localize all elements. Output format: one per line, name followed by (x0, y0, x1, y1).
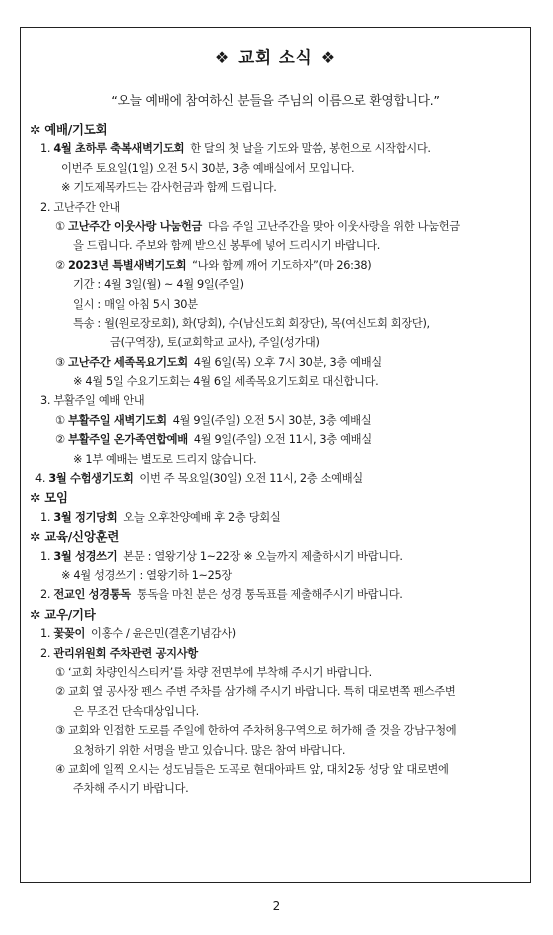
list-item: 2. 고난주간 안내 (40, 200, 120, 214)
sub-item: ② 부활주일 온가족연합예배 4월 9일(주일) 오전 11시, 3층 예배실 (55, 433, 372, 447)
sub-item: ③ 고난주간 세족목요기도회 4월 6일(목) 오후 7시 30분, 3층 예배실 (55, 355, 382, 369)
list-item: 4. 3월 수험생기도회 이번 주 목요일(30일) 오전 11시, 2층 소예배실 (35, 472, 363, 486)
sub-item: ③ 교회와 인접한 도로를 주일에 한하여 주차허용구역으로 허가해 줄 것을 강남구청에 (55, 724, 457, 738)
sub-item: ① 부활주일 새벽기도회 4월 9일(주일) 오전 5시 30분, 3층 예배실 (55, 413, 372, 427)
sub-item: ② 2023년 특별새벽기도회 “나와 함께 깨어 기도하자”(마 26:38) (55, 258, 372, 272)
sub-item-detail: 주차해 주시기 바랍니다. (73, 782, 189, 796)
sub-item: ④ 교회에 일찍 오시는 성도님들은 도곡로 현대아파트 앞, 대치2동 성당 앞 대로변에 (55, 762, 449, 776)
asterisk-icon: ✲ (30, 490, 41, 506)
section-heading-worship: ✲ 예배/기도회 (30, 122, 108, 137)
page-number: 2 (272, 899, 281, 913)
section-heading-education: ✲ 교육/신앙훈련 (30, 529, 120, 545)
sub-item-detail: 을 드립니다. 주보와 함께 받으신 봉투에 넣어 드리시기 바랍니다. (73, 239, 381, 253)
asterisk-icon: ✲ (30, 122, 41, 137)
sub-item: ① 고난주간 이웃사랑 나눔헌금 다음 주일 고난주간을 맞아 이웃사랑을 위한 나눔헌금 (55, 219, 460, 233)
asterisk-icon: ✲ (30, 529, 41, 545)
title-text: 교회 소식 (238, 48, 313, 67)
sub-item: ① ‘교회 차량인식스티커’를 차량 전면부에 부착해 주시기 바랍니다. (55, 665, 372, 679)
bulletin-frame (20, 27, 531, 883)
sub-item-detail: 은 무조건 단속대상입니다. (73, 704, 199, 718)
list-item: 2. 관리위원회 주차관련 공지사항 (40, 646, 198, 660)
list-item: 3. 부활주일 예배 안내 (40, 394, 145, 408)
section-heading-meeting: ✲ 모임 (30, 490, 68, 506)
diamond-ornament-left-icon: ❖ (214, 48, 231, 67)
sub-item-note: ※ 4월 5일 수요기도회는 4월 6일 세족목요기도회로 대신합니다. (73, 375, 379, 389)
list-item: 1. 3월 성경쓰기 본문 : 열왕기상 1~22장 ※ 오늘까지 제출하시기 바랍니다. (40, 549, 403, 563)
sub-item-detail: 요청하기 위한 서명을 받고 있습니다. 많은 참여 바랍니다. (73, 743, 346, 757)
sub-item: ② 교회 옆 공사장 펜스 주변 주차를 삼가해 주시기 바랍니다. 특히 대로변쪽 펜스주변 (55, 685, 456, 699)
sub-item-detail: 기간 : 4월 3일(월) ~ 4월 9일(주일) (73, 278, 244, 292)
sub-item-detail: 금(구역장), 토(교회학교 교사), 주일(성가대) (110, 336, 320, 350)
welcome-message: “오늘 예배에 참여하신 분들을 주님의 이름으로 환영합니다.” (111, 94, 440, 109)
bulletin-content (21, 120, 532, 799)
list-item-note: ※ 4월 성경쓰기 : 열왕기하 1~25장 (61, 568, 232, 582)
sub-item-detail: 특송 : 월(원로장로회), 화(당회), 수(남신도회 회장단), 목(여신도회 회장단), (73, 316, 430, 330)
asterisk-icon: ✲ (30, 606, 41, 622)
list-item: 1. 4월 초하루 축복새벽기도회 한 달의 첫 날을 기도와 말씀, 봉헌으로 시작합시다. (40, 142, 431, 156)
list-item: 2. 전교인 성경통독 통독을 마친 분은 성경 통독표를 제출해주시기 바랍니다. (40, 588, 403, 602)
list-item-note: ※ 기도제목카드는 감사헌금과 함께 드립니다. (61, 181, 277, 195)
diamond-ornament-right-icon: ❖ (320, 48, 337, 67)
list-item-detail: 이번주 토요일(1일) 오전 5시 30분, 3층 예배실에서 모입니다. (61, 161, 355, 175)
page-title (21, 44, 530, 68)
sub-item-detail: 일시 : 매일 아침 5시 30분 (73, 297, 198, 311)
sub-item-note: ※ 1부 예배는 별도로 드리지 않습니다. (73, 452, 257, 466)
list-item: 1. 3월 정기당회 오늘 오후찬양예배 후 2층 당회실 (40, 510, 281, 524)
section-heading-fellowship: ✲ 교우/기타 (30, 606, 96, 622)
list-item: 1. 꽃꽂이 이홍수 / 윤은민(결혼기념감사) (40, 627, 236, 641)
